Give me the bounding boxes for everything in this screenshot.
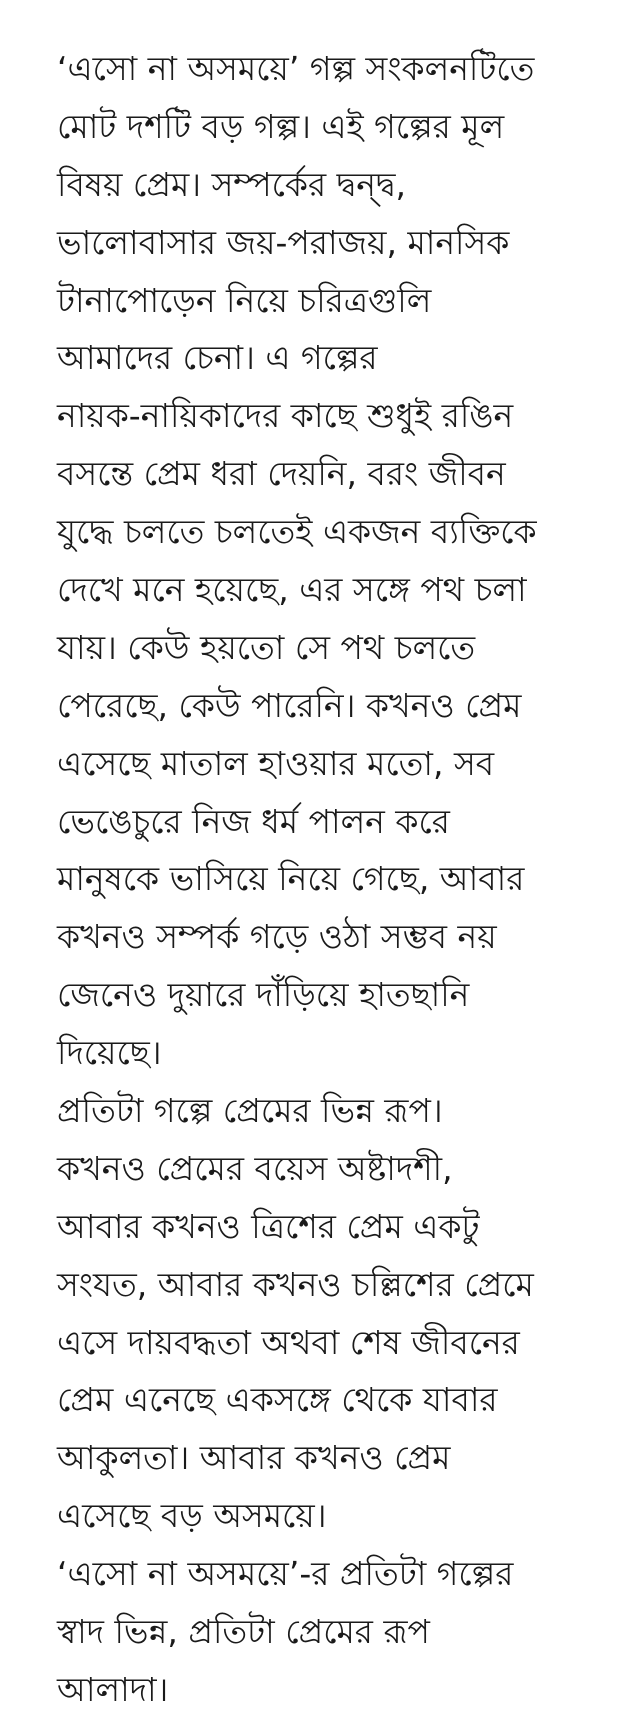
text-line: প্রতিটা গল্পে প্রেমের ভিন্ন রূপ। — [57, 1091, 443, 1131]
text-line: বিষয় প্রেম। সম্পর্কের দ্বন্দ্ব, — [57, 164, 407, 204]
text-line: কখনও সম্পর্ক গড়ে ওঠা সম্ভব নয় — [57, 917, 497, 957]
text-line: ‘এসো না অসময়ে’ গল্প সংকলনটিতে — [57, 49, 535, 88]
text-line: আমাদের চেনা। এ গল্পের — [57, 338, 378, 378]
text-line: দেখে মনে হয়েছে, এর সঙ্গে পথ চলা — [57, 570, 527, 610]
text-line: মানুষকে ভাসিয়ে নিয়ে গেছে, আবার — [57, 859, 525, 899]
text-line: যায়। কেউ হয়তো সে পথ চলতে — [57, 627, 476, 667]
text-line: যুদ্ধে চলতে চলতেই একজন ব্যক্তিকে — [57, 512, 537, 552]
text-line: নায়ক-নায়িকাদের কাছে শুধুই রঙিন — [57, 396, 514, 436]
text-line: ‘এসো না অসময়ে’-র প্রতিটা গল্পের — [57, 1554, 514, 1594]
text-line: দিয়েছে। — [57, 1033, 162, 1073]
text-line: কখনও প্রেমের বয়েস অষ্টাদশী, — [57, 1148, 453, 1188]
text-line: প্রেম এনেছে একসঙ্গে থেকে যাবার — [57, 1380, 498, 1420]
text-line: ভেঙেচুরে নিজ ধর্ম পালন করে — [57, 801, 450, 841]
text-line: আবার কখনও ত্রিশের প্রেম একটু — [57, 1206, 480, 1246]
text-line: সংযত, আবার কখনও চল্লিশের প্রেমে — [57, 1264, 534, 1304]
text-line: পেরেছে, কেউ পারেনি। কখনও প্রেম — [57, 685, 522, 725]
text-line: জেনেও দুয়ারে দাঁড়িয়ে হাতছানি — [57, 975, 470, 1015]
text-line: আকুলতা। আবার কখনও প্রেম — [57, 1438, 451, 1478]
blurb-text — [57, 40, 617, 1719]
text-line: আলাদা। — [57, 1669, 169, 1709]
text-line: মোট দশটি বড় গল্প। এই গল্পের মূল — [57, 106, 505, 146]
text-line: এসে দায়বদ্ধতা অথবা শেষ জীবনের — [57, 1322, 520, 1362]
text-line: এসেছে বড় অসময়ে। — [57, 1496, 327, 1536]
text-line: বসন্তে প্রেম ধরা দেয়নি, বরং জীবন — [57, 454, 506, 494]
text-line: টানাপোড়েন নিয়ে চরিত্রগুলি — [57, 280, 432, 320]
text-line: এসেছে মাতাল হাওয়ার মতো, সব — [57, 743, 495, 783]
text-line: স্বাদ ভিন্ন, প্রতিটা প্রেমের রূপ — [57, 1612, 430, 1652]
text-line: ভালোবাসার জয়-পরাজয়, মানসিক — [57, 222, 510, 262]
